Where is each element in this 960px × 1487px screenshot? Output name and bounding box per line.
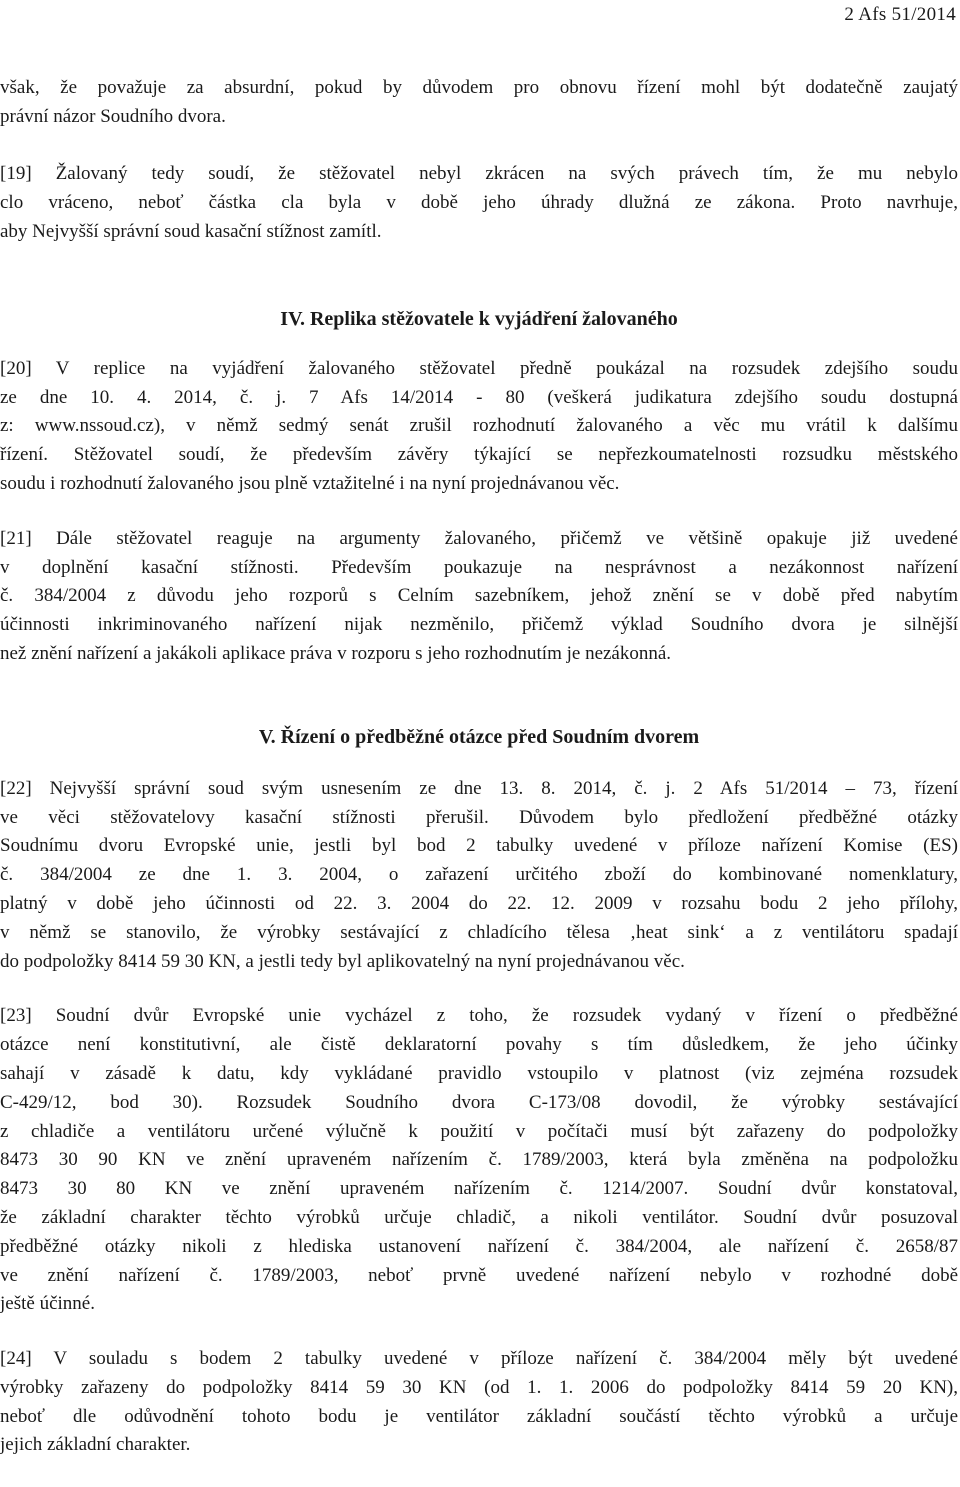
text-line: Soudnímu dvoru Evropské unie, jestli byl bod 2 tabulky uvedené v příloze nařízení Komise (ES) <box>0 835 958 857</box>
paragraph-18-tail <box>0 74 958 132</box>
text-line: ještě účinné. <box>0 1293 95 1315</box>
text-line: že základní charakter těchto výrobků určuje chladič, a nikoli ventilátor. Soudní dvůr posuzoval <box>0 1206 958 1228</box>
text-line: č. 384/2004 z důvodu jeho rozporů s Celním sazebníkem, jehož znění se v době před nabytím <box>0 585 958 607</box>
text-line: platný v době jeho účinnosti od 22. 3. 2004 do 22. 12. 2009 v rozsahu bodu 2 jeho přílohy, <box>0 892 958 914</box>
text-line: předběžné otázky nikoli z hlediska ustanovení nařízení č. 384/2004, ale nařízení č. 2658/87 <box>0 1235 958 1257</box>
text-line: soudu i rozhodnutí žalovaného jsou plně vztažitelné i na nyní projednávanou věc. <box>0 472 620 494</box>
text-line: účinnosti inkriminovaného nařízení nijak nezměnilo, přičemž výklad Soudního dvora je silnější <box>0 614 958 636</box>
text-line: však, že považuje za absurdní, pokud by důvodem pro obnovu řízení mohl být dodatečně zaujatý <box>0 77 958 98</box>
paragraph-21 <box>0 525 958 669</box>
text-line: [22] Nejvyšší správní soud svým usnesením ze dne 13. 8. 2014, č. j. 2 Afs 51/2014 – 73, řízení <box>0 777 958 799</box>
paragraph-20 <box>0 355 958 499</box>
text-line: v němž se stanovilo, že výrobky sestávající z chladícího tělesa ‚heat sink‘ a z ventilátoru spadají <box>0 921 958 943</box>
text-line: 8473 30 90 KN ve znění upraveném nařízením č. 1789/2003, která byla změněna na podpoložku <box>0 1149 958 1171</box>
text-line: ve znění nařízení č. 1789/2003, neboť prvně uvedené nařízení nebylo v rozhodné době <box>0 1264 958 1286</box>
text-line: v doplnění kasační stížnosti. Především poukazuje na nesprávnost a nezákonnost nařízení <box>0 556 958 578</box>
text-line: č. 384/2004 ze dne 1. 3. 2004, o zařazení určitého zboží do kombinované nomenklatury, <box>0 864 958 886</box>
text-line: do podpoložky 8414 59 30 KN, a jestli tedy byl aplikovatelný na nyní projednávanou věc. <box>0 950 685 972</box>
paragraph-24 <box>0 1345 958 1460</box>
text-line: ve věci stěžovatelovy kasační stížnosti přerušil. Důvodem bylo předložení předběžné otázky <box>0 806 958 828</box>
text-line: ze dne 10. 4. 2014, č. j. 7 Afs 14/2014 - 80 (veškerá judikatura zdejšího soudu dostupná <box>0 386 958 408</box>
text-line: z chladiče a ventilátoru určené výlučně k použití v počítači musí být zařazeny do podpoložky <box>0 1120 958 1142</box>
text-line: z: www.nssoud.cz), v němž sedmý senát zrušil rozhodnutí žalovaného a věc mu vrátil k dalšímu <box>0 415 958 437</box>
paragraph-19 <box>0 160 958 246</box>
text-line: právní názor Soudního dvora. <box>0 105 226 127</box>
paragraph-23 <box>0 1002 958 1319</box>
text-line: neboť dle odůvodnění tohoto bodu je ventilátor základní součástí těchto výrobků a určuje <box>0 1405 958 1427</box>
text-line: sahají v zásadě k datu, kdy vykládané pravidlo vstoupilo v platnost (viz zejména rozsudek <box>0 1062 958 1084</box>
text-line: jejich základní charakter. <box>0 1434 191 1456</box>
text-line: [21] Dále stěžovatel reaguje na argumenty žalovaného, přičemž ve většině opakuje již uvedené <box>0 527 958 549</box>
text-line: než znění nařízení a jakákoli aplikace práva v rozporu s jeho rozhodnutím je nezákonná. <box>0 642 672 664</box>
text-line: řízení. Stěžovatel soudí, že především závěry týkající se nepřezkoumatelnosti rozsudku městského <box>0 444 958 466</box>
text-line: aby Nejvyšší správní soud kasační stížnost zamítl. <box>0 220 382 242</box>
paragraph-22 <box>0 775 958 977</box>
text-line: clo vráceno, neboť částka cla byla v době jeho úhrady dlužná ze zákona. Proto navrhuje, <box>0 192 958 214</box>
document-body <box>0 74 958 1460</box>
text-line: [24] V souladu s bodem 2 tabulky uvedené v příloze nařízení č. 384/2004 měly být uvedené <box>0 1348 958 1370</box>
text-line: [23] Soudní dvůr Evropské unie vycházel z toho, že rozsudek vydaný v řízení o předběžné <box>0 1005 958 1027</box>
section-heading-iv: IV. Replika stěžovatele k vyjádření žalovaného <box>280 307 678 330</box>
text-line: C-429/12, bod 30). Rozsudek Soudního dvora C-173/08 dovodil, že výrobky sestávající <box>0 1091 958 1113</box>
text-line: [19] Žalovaný tedy soudí, že stěžovatel nebyl zkrácen na svých právech tím, že mu nebylo <box>0 163 958 185</box>
text-line: otázce není konstitutivní, ale čistě deklaratorní povahy s tím důsledkem, že jeho účinky <box>0 1034 958 1056</box>
section-heading-v: V. Řízení o předběžné otázce před Soudním dvorem <box>258 725 700 748</box>
text-line: 8473 30 80 KN ve znění upraveném nařízením č. 1214/2007. Soudní dvůr konstatoval, <box>0 1178 958 1200</box>
text-line: výrobky zařazeny do podpoložky 8414 59 30 KN (od 1. 1. 2006 do podpoložky 8414 59 20 KN), <box>0 1376 958 1398</box>
text-line: [20] V replice na vyjádření žalovaného stěžovatel předně poukázal na rozsudek zdejšího soudu <box>0 357 958 379</box>
page-number: 2 Afs 51/2014 <box>844 4 956 25</box>
